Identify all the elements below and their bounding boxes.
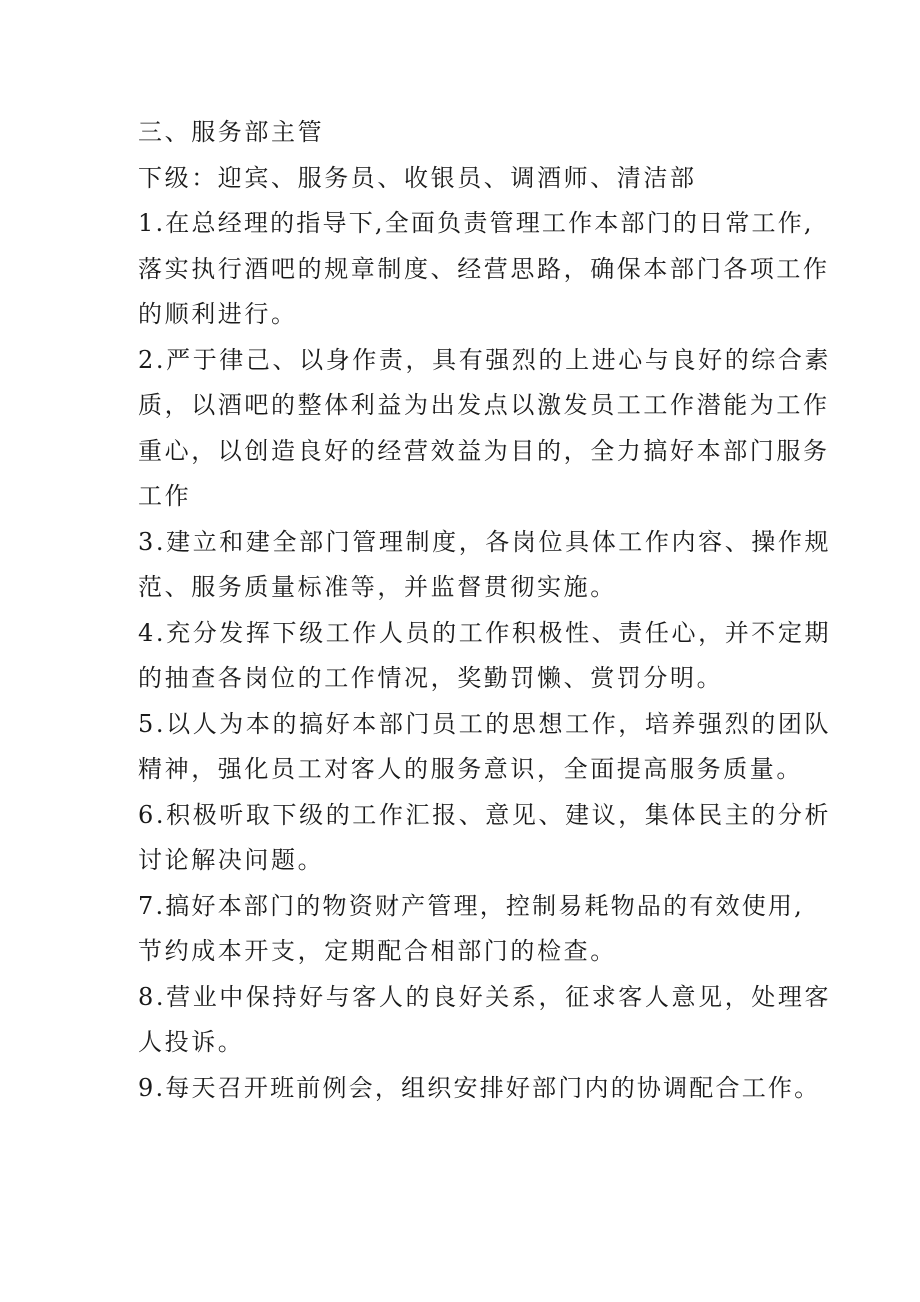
item-2-line-4: 工作: [138, 482, 192, 510]
section-heading: 三、服务部主管: [138, 118, 325, 146]
document-body: [138, 110, 832, 1111]
item-1-line-2: 落实执行酒吧的规章制度、经营思路，确保本部门各项工作: [138, 254, 830, 283]
item-2-line-3: 重心，以创造良好的经营效益为目的，全力搞好本部门服务: [138, 436, 830, 465]
item-6-line-1: 6.积极听取下级的工作汇报、意见、建议，集体民主的分析: [138, 800, 832, 829]
item-4-line-2: 的抽查各岗位的工作情况，奖勤罚懒、赏罚分明。: [138, 664, 724, 692]
item-5-line-2: 精神，强化员工对客人的服务意识，全面提高服务质量。: [138, 755, 803, 783]
item-7-line-1: 7.搞好本部门的物资财产管理，控制易耗物品的有效使用,: [138, 891, 804, 920]
subordinates-line: 下级：迎宾、服务员、收银员、调酒师、清洁部: [138, 163, 697, 192]
item-9-line-1: 9.每天召开班前例会，组织安排好部门内的协调配合工作。: [138, 1073, 821, 1102]
item-6-line-2: 讨论解决问题。: [138, 846, 325, 874]
item-4-line-1: 4.充分发挥下级工作人员的工作积极性、责任心，并不定期: [138, 618, 832, 647]
item-2-line-2: 质，以酒吧的整体利益为出发点以激发员工工作潜能为工作: [138, 391, 830, 419]
item-8-line-2: 人投诉。: [138, 1028, 245, 1056]
item-5-line-1: 5.以人为本的搞好本部门员工的思想工作，培养强烈的团队: [138, 709, 832, 738]
item-2-line-1: 2.严于律己、以身作责，具有强烈的上进心与良好的综合素: [138, 345, 832, 374]
item-8-line-1: 8.营业中保持好与客人的良好关系，征求客人意见，处理客: [138, 982, 832, 1011]
item-1-line-3: 的顺利进行。: [138, 300, 298, 328]
item-7-line-2: 节约成本开支，定期配合相部门的检查。: [138, 937, 617, 965]
item-3-line-1: 3.建立和建全部门管理制度，各岗位具体工作内容、操作规: [138, 527, 832, 556]
item-1-line-1: 1.在总经理的指导下,全面负责管理工作本部门的日常工作,: [138, 209, 814, 237]
item-3-line-2: 范、服务质量标准等，并监督贯彻实施。: [138, 573, 617, 601]
